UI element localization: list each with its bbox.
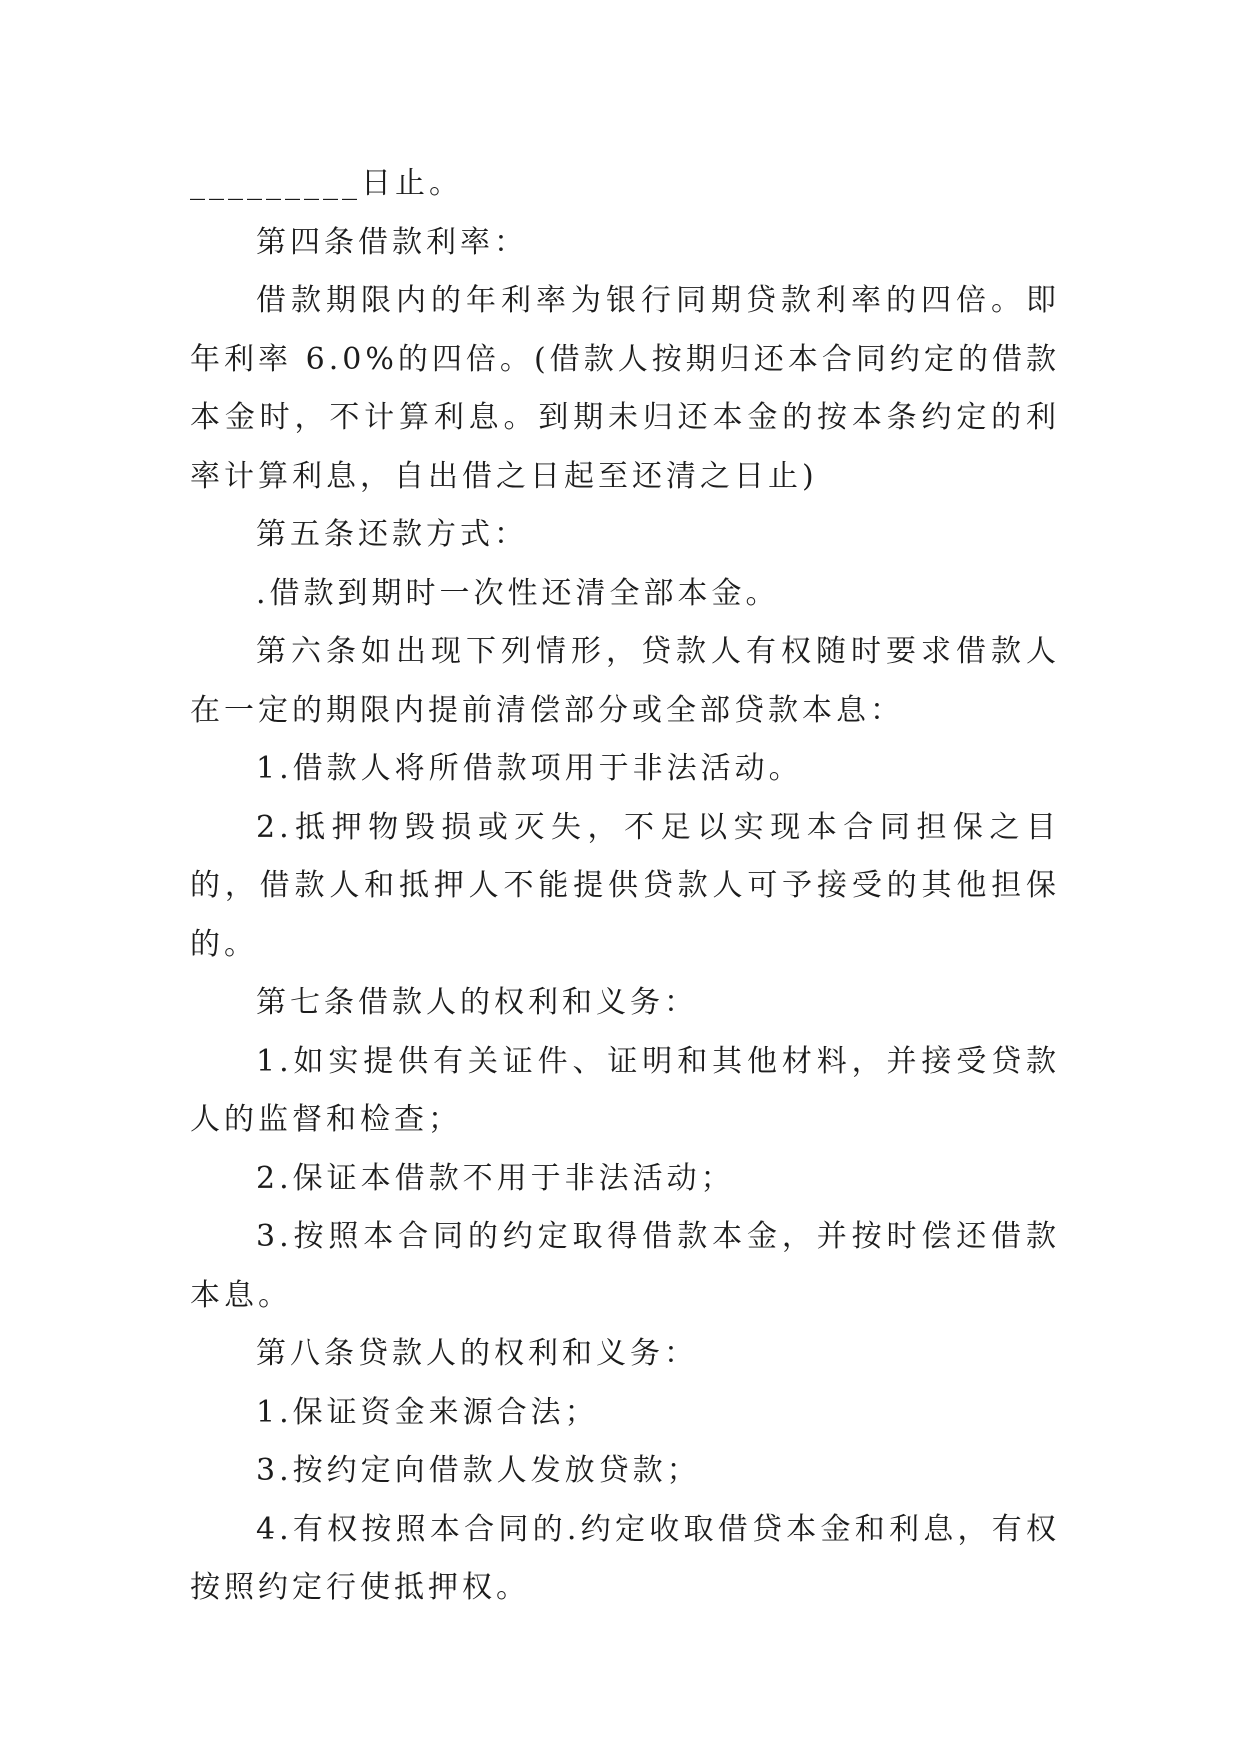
list-item-8-1: 1.保证资金来源合法； (256, 1394, 599, 1430)
list-item-7-3: 3.按照本合同的约定取得借款本金，并按时偿还借款本息。 (190, 1219, 1060, 1313)
list-item-7-2: 2.保证本借款不用于非法活动； (256, 1160, 735, 1196)
heading-article-6-early-repayment: 第六条如出现下列情形，贷款人有权随时要求借款人在一定的期限内提前清偿部分或全部贷款本息： (190, 634, 1060, 728)
list-item-6-2: 2.抵押物毁损或灭失，不足以实现本合同担保之目的，借款人和抵押人不能提供贷款人可予接受的其他担保的。 (190, 809, 1060, 962)
heading-article-7-borrower-rights: 第七条借款人的权利和义务： (256, 985, 698, 1020)
heading-article-5-repayment: 第五条还款方式： (256, 517, 528, 552)
heading-article-4-interest-rate: 第四条借款利率： (256, 224, 528, 260)
paragraph-interest-rate: 借款期限内的年利率为银行同期贷款利率的四倍。即年利率 6.0%的四倍。(借款人按期归还本合同约定的借款本金时，不计算利息。到期未归还本金的按本条约定的利率计算利息，自出借之日起至还清之日止) (190, 283, 1060, 494)
paragraph-repayment-method: .借款到期时一次性还清全部本金。 (256, 575, 780, 611)
document-body (190, 155, 1060, 1618)
list-item-6-1: 1.借款人将所借款项用于非法活动。 (256, 751, 803, 786)
heading-article-8-lender-rights: 第八条贷款人的权利和义务： (256, 1336, 698, 1371)
list-item-8-4: 4.有权按照本合同的.约定收取借贷本金和利息，有权按照约定行使抵押权。 (190, 1511, 1060, 1605)
paragraph-date-end: _________日止。 (190, 166, 463, 201)
list-item-7-1: 1.如实提供有关证件、证明和其他材料，并接受贷款人的监督和检查； (190, 1043, 1060, 1137)
list-item-8-3: 3.按约定向借款人发放贷款； (256, 1453, 701, 1488)
